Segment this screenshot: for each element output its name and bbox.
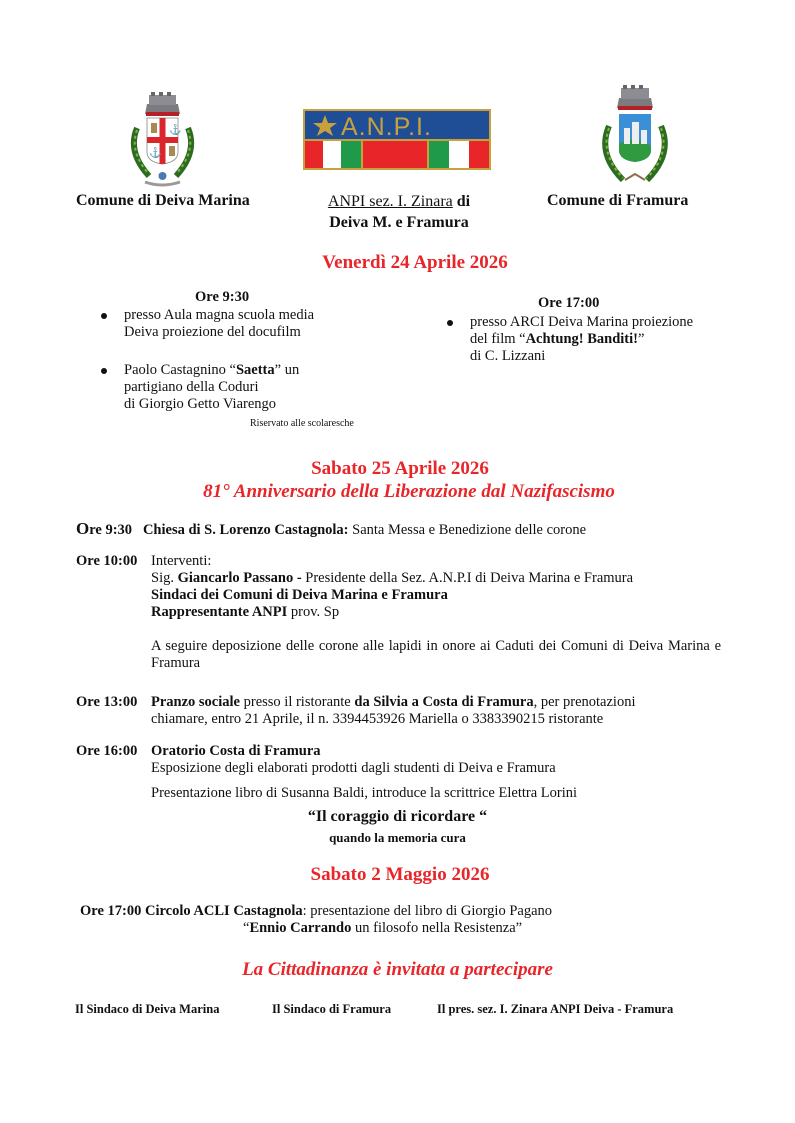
event-ore-930: Ore 9:30 Chiesa di S. Lorenzo Castagnola: Santa Messa e Benedizione delle corone bbox=[76, 519, 587, 538]
event-ore-1000: Interventi: Sig. Giancarlo Passano - Presidente della Sez. A.N.P.I di Deiva Marina e Framura Sindaci dei Comuni di Deiva Marina e Framura Rappresentante ANPI prov. Sp A seguire deposizione delle corone alle lapidi in onore ai Caduti dei Comuni di Deiva Marina e Framura bbox=[151, 553, 721, 671]
signature-deiva-marina: Il Sindaco di Deiva Marina bbox=[75, 1002, 220, 1016]
anpi-logo bbox=[303, 109, 491, 170]
bullet-icon bbox=[101, 368, 107, 374]
event-ore-1700: Ore 17:00 Circolo ACLI Castagnola: presentazione del libro di Giorgio Pagano bbox=[80, 903, 553, 919]
anpi-logo-text: A.N.P.I. bbox=[341, 113, 432, 141]
day1-left-item2: Paolo Castagnino “Saetta” un partigiano della Coduri di Giorgio Getto Viarengo bbox=[124, 362, 300, 412]
day1-left-item1: presso Aula magna scuola media Deiva proiezione del docufilm bbox=[124, 307, 315, 340]
bullet-icon bbox=[447, 320, 453, 326]
event-ore-1300-time: Ore 13:00 bbox=[76, 694, 138, 710]
day1-left-note: Riservato alle scolaresche bbox=[250, 418, 354, 429]
framura-emblem bbox=[595, 84, 675, 188]
day2-title: Sabato 25 Aprile 2026 bbox=[311, 458, 489, 479]
day1-left-time: Ore 9:30 bbox=[195, 289, 250, 305]
day1-right-item: presso ARCI Deiva Marina proiezione del film “Achtung! Banditi!” di C. Lizzani bbox=[470, 314, 694, 364]
event-ore-1600-time: Ore 16:00 bbox=[76, 743, 138, 759]
invitation: La Cittadinanza è invitata a partecipare bbox=[242, 959, 553, 980]
event-ore-1600: Oratorio Costa di Framura Esposizione degli elaborati prodotti dagli studenti di Deiva e Framura Presentazione libro di Susanna Baldi, introduce la scrittrice Elettra Lorini bbox=[151, 743, 578, 801]
header-left-caption: Comune di Deiva Marina bbox=[76, 192, 250, 209]
signature-framura: Il Sindaco di Framura bbox=[272, 1002, 392, 1016]
book-ennio-carrando: “Ennio Carrando un filosofo nella Resistenza” bbox=[243, 920, 523, 936]
book-title: “Il coraggio di ricordare “ bbox=[307, 808, 488, 825]
bullet-icon bbox=[101, 313, 107, 319]
header-center-caption: ANPI sez. I. Zinara di Deiva M. e Framura bbox=[327, 193, 471, 231]
anpi-section-name: ANPI sez. I. Zinara bbox=[327, 193, 453, 210]
svg-text:⚓: ⚓ bbox=[149, 148, 162, 159]
signature-anpi: Il pres. sez. I. Zinara ANPI Deiva - Framura bbox=[437, 1002, 674, 1016]
day2-subtitle: 81° Anniversario della Liberazione dal Nazifascismo bbox=[203, 481, 615, 502]
day1-title: Venerdì 24 Aprile 2026 bbox=[322, 252, 508, 273]
day1-right-time: Ore 17:00 bbox=[538, 295, 600, 311]
svg-text:⚓: ⚓ bbox=[169, 125, 182, 136]
header-right-caption: Comune di Framura bbox=[547, 192, 689, 209]
event-ore-1300: Pranzo sociale presso il ristorante da Silvia a Costa di Framura, per prenotazioni chiamare, entro 21 Aprile, il n. 3394453926 Mariella o 3383390215 ristorante bbox=[151, 694, 636, 727]
anpi-section-location: Deiva M. e Framura bbox=[329, 214, 469, 231]
day3-title: Sabato 2 Maggio 2026 bbox=[310, 864, 490, 885]
event-ore-1000-time: Ore 10:00 bbox=[76, 553, 138, 569]
book-subtitle: quando la memoria cura bbox=[329, 830, 466, 845]
deiva-marina-emblem bbox=[125, 90, 200, 190]
